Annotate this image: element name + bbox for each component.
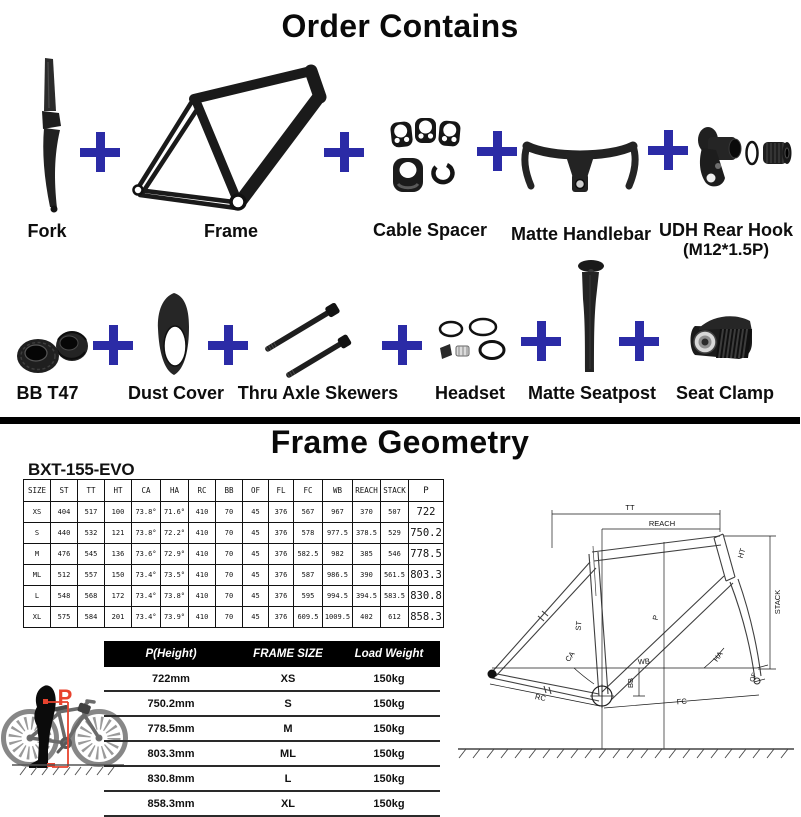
table-cell: 803.3mm (104, 741, 238, 766)
table-cell: 722mm (104, 667, 238, 691)
table-cell: 201 (105, 607, 132, 628)
table-cell: 376 (269, 607, 294, 628)
table-cell: 595 (294, 586, 323, 607)
part-label-dust-cover: Dust Cover (127, 383, 225, 403)
table-cell: 548 (51, 586, 78, 607)
table-cell: 70 (216, 586, 243, 607)
column-header: FRAME SIZE (238, 641, 338, 667)
table-cell: 45 (243, 565, 269, 586)
table-row (104, 716, 440, 741)
table-cell: 410 (189, 502, 216, 523)
table-cell: 561.5 (381, 565, 409, 586)
table-row (24, 544, 444, 565)
column-header: CA (132, 480, 161, 502)
table-row (104, 741, 440, 766)
table-cell: 830.8mm (104, 766, 238, 791)
seat-clamp-icon (687, 308, 757, 362)
plus-icon (648, 130, 688, 170)
table-cell: 967 (323, 502, 353, 523)
table-cell: 803.3 (409, 565, 444, 586)
frame-icon (128, 62, 334, 216)
headset-icon (436, 318, 506, 364)
column-header: TT (78, 480, 105, 502)
part-label-seat-clamp: Seat Clamp (675, 383, 775, 403)
column-header: FC (294, 480, 323, 502)
table-cell: 172 (105, 586, 132, 607)
table-cell: 778.5mm (104, 716, 238, 741)
table-cell: 977.5 (323, 523, 353, 544)
udh-rear-hook-icon (690, 122, 795, 192)
plus-icon (521, 321, 561, 361)
table-cell: ML (238, 741, 338, 766)
table-cell: 517 (78, 502, 105, 523)
table-cell: M (24, 544, 51, 565)
table-cell: 982 (323, 544, 353, 565)
column-header: ST (51, 480, 78, 502)
table-cell: 609.5 (294, 607, 323, 628)
height-size-table (104, 641, 440, 817)
dim-label-bb: BB (626, 677, 635, 689)
table-cell: S (238, 691, 338, 716)
section-divider (0, 417, 800, 424)
plus-icon (208, 325, 248, 365)
dim-label-tt: TT (625, 503, 635, 512)
table-cell: 582.5 (294, 544, 323, 565)
table-cell: XL (24, 607, 51, 628)
table-cell: 546 (381, 544, 409, 565)
table-cell: 150kg (338, 791, 440, 816)
part-label-headset: Headset (434, 383, 506, 403)
table-cell: 578 (294, 523, 323, 544)
table-cell: 410 (189, 586, 216, 607)
table-cell: 587 (294, 565, 323, 586)
table-cell: 722 (409, 502, 444, 523)
table-cell: 583.5 (381, 586, 409, 607)
dim-label-ha: HA (711, 649, 725, 664)
table-cell: 567 (294, 502, 323, 523)
dim-label-stack: STACK (773, 589, 782, 615)
table-cell: 986.5 (323, 565, 353, 586)
table-row (24, 586, 444, 607)
table-row (24, 607, 444, 628)
udh-label-line2: (M12*1.5P) (683, 240, 769, 259)
table-cell: 150 (105, 565, 132, 586)
table-row (104, 667, 440, 691)
p-height-label: P (57, 685, 73, 710)
table-row (104, 766, 440, 791)
table-cell: 70 (216, 523, 243, 544)
column-header: Load Weight (338, 641, 440, 667)
table-cell: 73.9° (161, 607, 189, 628)
table-cell: 73.8° (132, 502, 161, 523)
plus-icon (80, 132, 120, 172)
frame-geometry-table (23, 479, 444, 628)
table-cell: 73.4° (132, 586, 161, 607)
table-cell: 150kg (338, 691, 440, 716)
handlebar-icon (521, 134, 639, 196)
table-cell: 440 (51, 523, 78, 544)
table-cell: 410 (189, 607, 216, 628)
table-cell: 575 (51, 607, 78, 628)
table-cell: 136 (105, 544, 132, 565)
table-cell: 72.9° (161, 544, 189, 565)
table-cell: 73.5° (161, 565, 189, 586)
part-label-seatpost: Matte Seatpost (527, 383, 657, 403)
part-label-handlebar: Matte Handlebar (510, 224, 652, 244)
table-cell: 73.8° (132, 523, 161, 544)
table-cell: L (24, 586, 51, 607)
table-cell: 612 (381, 607, 409, 628)
dim-label-fc: FC (676, 696, 688, 707)
part-label-udh (651, 221, 801, 260)
thru-axle-skewers-icon (265, 312, 361, 376)
column-header: BB (216, 480, 243, 502)
column-header: HA (161, 480, 189, 502)
table-cell: 568 (78, 586, 105, 607)
table-cell: 532 (78, 523, 105, 544)
geometry-table-head (24, 480, 444, 502)
table-cell: 830.8 (409, 586, 444, 607)
table-cell: 778.5 (409, 544, 444, 565)
table-cell: 858.3mm (104, 791, 238, 816)
table-cell: 45 (243, 523, 269, 544)
column-header: REACH (353, 480, 381, 502)
table-cell: L (238, 766, 338, 791)
table-cell: 410 (189, 565, 216, 586)
table-cell: 858.3 (409, 607, 444, 628)
table-cell: XS (24, 502, 51, 523)
table-cell: 70 (216, 607, 243, 628)
plus-icon (324, 132, 364, 172)
table-cell: 70 (216, 544, 243, 565)
order-contains-title: Order Contains (281, 8, 519, 44)
dim-label-ca: CA (563, 649, 577, 664)
table-row (24, 565, 444, 586)
column-header: FL (269, 480, 294, 502)
geometry-table-body (24, 502, 444, 628)
plus-icon (477, 131, 517, 171)
table-cell: 545 (78, 544, 105, 565)
table-cell: XL (238, 791, 338, 816)
table-cell: 70 (216, 502, 243, 523)
dim-label-rc: RC (534, 692, 547, 703)
table-cell: 100 (105, 502, 132, 523)
column-header: SIZE (24, 480, 51, 502)
table-cell: XS (238, 667, 338, 691)
table-cell: 376 (269, 565, 294, 586)
table-cell: 402 (353, 607, 381, 628)
table-cell: 150kg (338, 741, 440, 766)
table-cell: 72.2° (161, 523, 189, 544)
table-cell: 73.4° (132, 565, 161, 586)
table-cell: 45 (243, 544, 269, 565)
table-cell: 376 (269, 586, 294, 607)
table-cell: 150kg (338, 766, 440, 791)
table-cell: 376 (269, 523, 294, 544)
column-header: P (409, 480, 444, 502)
cable-spacer-icon (390, 116, 462, 194)
table-cell: 476 (51, 544, 78, 565)
dim-label-ht: HT (735, 547, 748, 560)
frame-geometry-title: Frame Geometry (270, 424, 530, 460)
table-row (24, 523, 444, 544)
table-cell: 507 (381, 502, 409, 523)
part-label-cable-spacer: Cable Spacer (372, 220, 488, 240)
dim-label-reach: REACH (648, 519, 676, 528)
udh-label-line1: UDH Rear Hook (658, 220, 794, 240)
table-cell: 1009.5 (323, 607, 353, 628)
plus-icon (619, 321, 659, 361)
dim-label-wb: WB (637, 656, 651, 667)
table-cell: 394.5 (353, 586, 381, 607)
part-label-skewers: Thru Axle Skewers (237, 383, 399, 403)
height-table-body (104, 667, 440, 816)
model-name: BXT-155-EVO (28, 460, 135, 479)
table-cell: 994.5 (323, 586, 353, 607)
bb-t47-icon (13, 322, 87, 378)
table-cell: S (24, 523, 51, 544)
table-cell: 376 (269, 502, 294, 523)
plus-icon (382, 325, 422, 365)
dim-label-of: OF (748, 672, 759, 683)
frame-geometry-diagram (452, 486, 800, 766)
table-cell: 404 (51, 502, 78, 523)
table-cell: 150kg (338, 667, 440, 691)
table-cell: 750.2 (409, 523, 444, 544)
table-row (24, 502, 444, 523)
table-cell: 410 (189, 523, 216, 544)
seatpost-icon (572, 259, 610, 377)
table-cell: 390 (353, 565, 381, 586)
table-cell: 71.6° (161, 502, 189, 523)
table-cell: 73.4° (132, 607, 161, 628)
column-header: P(Height) (104, 641, 238, 667)
part-label-frame: Frame (203, 221, 259, 241)
fork-icon (14, 56, 80, 218)
table-cell: 45 (243, 502, 269, 523)
table-row (104, 691, 440, 716)
part-label-bb-t47: BB T47 (16, 383, 79, 403)
part-label-fork: Fork (27, 221, 67, 241)
column-header: OF (243, 480, 269, 502)
height-table-head (104, 641, 440, 667)
table-cell: 750.2mm (104, 691, 238, 716)
table-cell: 45 (243, 586, 269, 607)
table-cell: 121 (105, 523, 132, 544)
table-cell: 410 (189, 544, 216, 565)
table-cell: 150kg (338, 716, 440, 741)
table-cell: 529 (381, 523, 409, 544)
table-cell: ML (24, 565, 51, 586)
table-cell: 45 (243, 607, 269, 628)
dust-cover-icon (155, 291, 193, 377)
column-header: HT (105, 480, 132, 502)
table-cell: 385 (353, 544, 381, 565)
table-cell: 73.6° (132, 544, 161, 565)
table-cell: 557 (78, 565, 105, 586)
dim-label-p: P (650, 614, 661, 621)
table-cell: 370 (353, 502, 381, 523)
table-cell: 584 (78, 607, 105, 628)
table-cell: 73.8° (161, 586, 189, 607)
plus-icon (93, 325, 133, 365)
dim-label-st: ST (573, 620, 584, 631)
table-cell: M (238, 716, 338, 741)
column-header: WB (323, 480, 353, 502)
column-header: STACK (381, 480, 409, 502)
table-cell: 512 (51, 565, 78, 586)
column-header: RC (189, 480, 216, 502)
table-cell: 378.5 (353, 523, 381, 544)
table-row (104, 791, 440, 816)
table-cell: 376 (269, 544, 294, 565)
table-cell: 70 (216, 565, 243, 586)
